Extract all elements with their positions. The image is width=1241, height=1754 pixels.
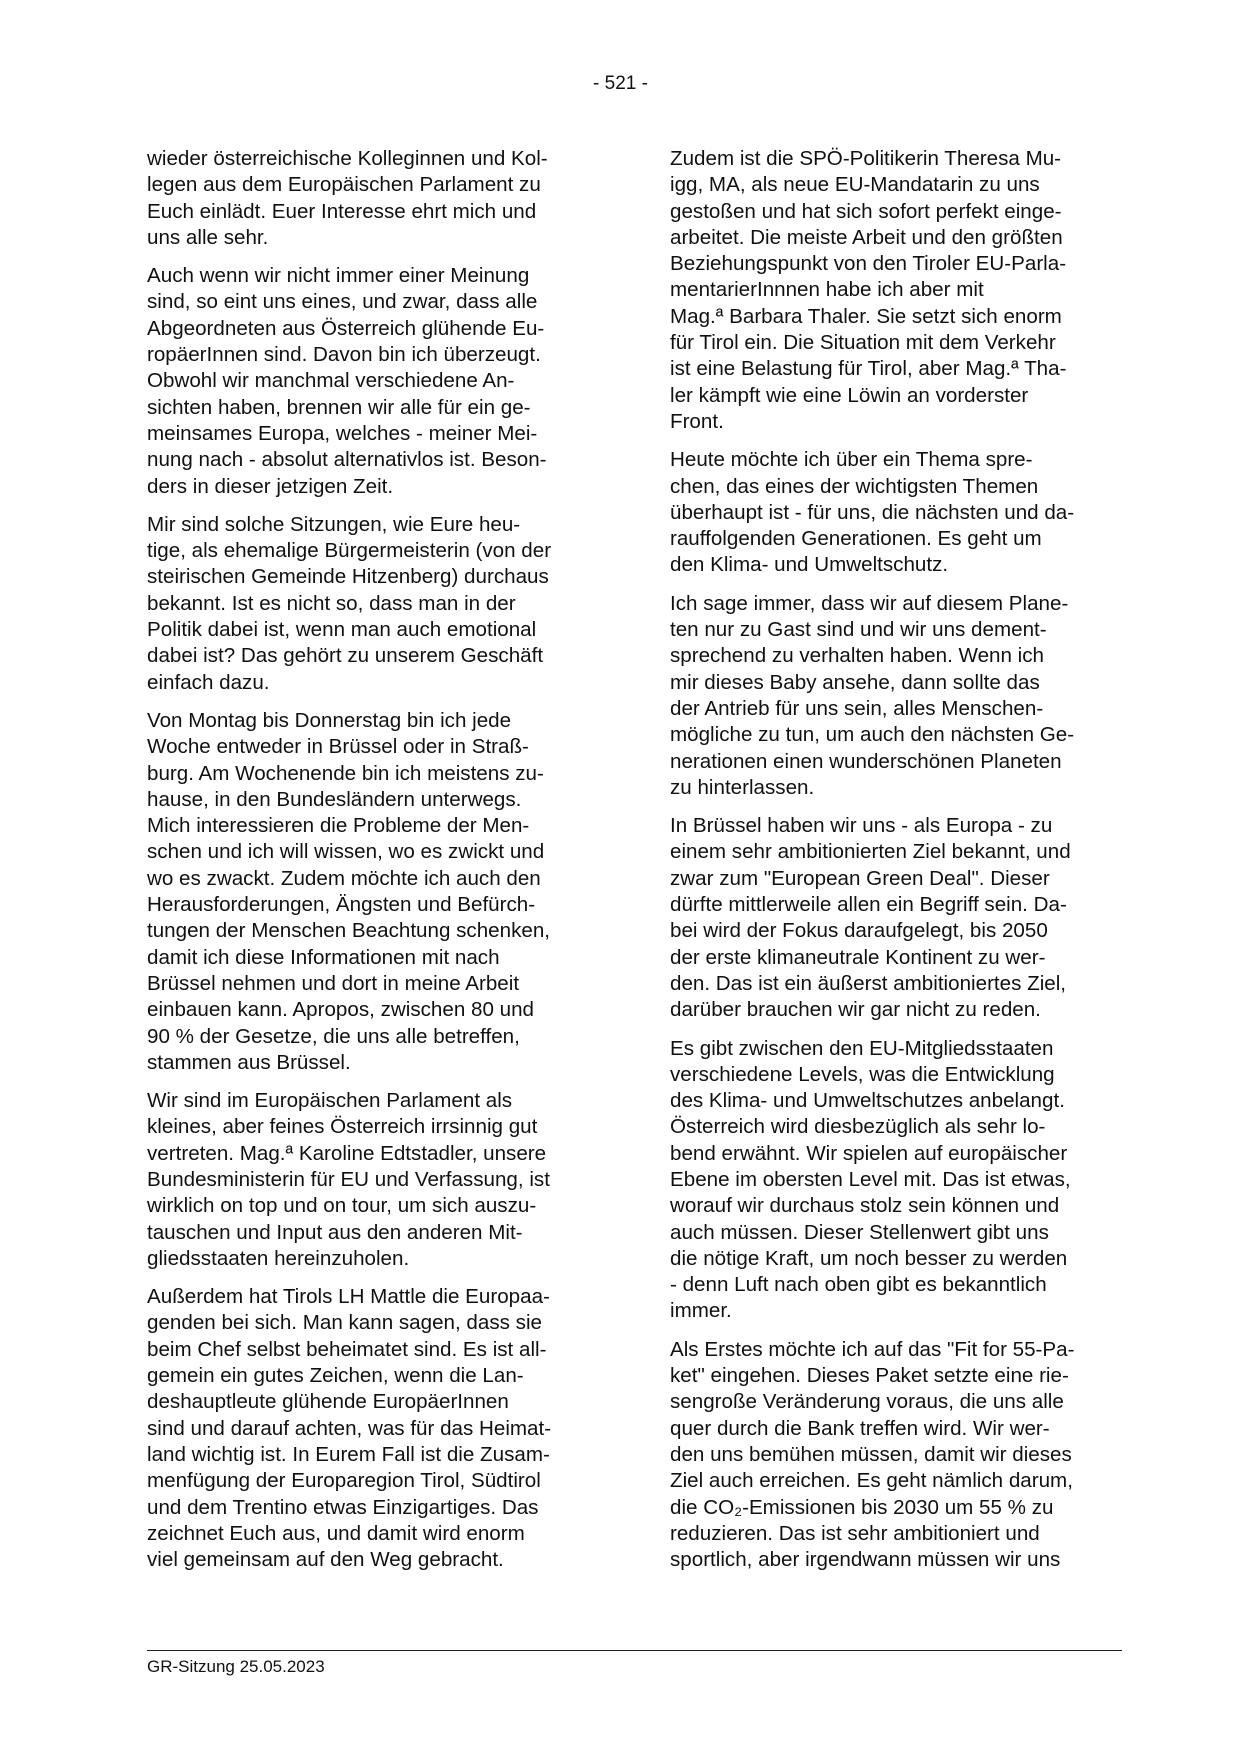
paragraph: Es gibt zwischen den EU-Mitgliedsstaaten verschiedene Levels, was die Entwicklung des Klima- und Umweltschutzes anbelangt. Österreich wird diesbezüglich als sehr lo- bend erwähnt. Wir spielen auf europäischer Ebene im obersten Level mit. Das ist etwas, worauf wir durchaus stolz sein können und auch müssen. Dieser Stellenwert gibt uns die nötige Kraft, um noch besser zu werden - denn Luft nach oben gibt es bekanntlich immer.: [670, 1036, 1071, 1323]
paragraph: wieder österreichische Kolleginnen und Kol- legen aus dem Europäischen Parlament zu Euch einlädt. Euer Interesse ehrt mich und uns alle sehr.: [147, 147, 548, 249]
paragraph: Zudem ist die SPÖ-Politikerin Theresa Mu- igg, MA, als neue EU-Mandatarin zu uns gestoßen und hat sich sofort perfekt einge- arbeitet. Die meiste Arbeit und den größten Beziehungspunkt von den Tiroler EU-Parla- mentarierInnnen habe ich aber mit Mag.ª Barbara Thaler. Sie setzt sich enorm für Tirol ein. Die Situation mit dem Verkehr ist eine Belastung für Tirol, aber Mag.ª Tha- ler kämpft wie eine Löwin an vorderster Front.: [670, 147, 1067, 433]
paragraph: In Brüssel haben wir uns - als Europa - zu einem sehr ambitionierten Ziel bekannt, und zwar zum "European Green Deal". Dieser dürfte mittlerweile allen ein Begriff sein. Da- bei wird der Fokus daraufgelegt, bis 2050 der erste klimaneutrale Kontinent zu wer- den. Das ist ein äußerst ambitioniertes Ziel, darüber brauchen wir gar nicht zu reden.: [670, 814, 1071, 1022]
right-column: [670, 146, 1110, 1585]
paragraph: Außerdem hat Tirols LH Mattle die Europaa- genden bei sich. Man kann sagen, dass sie beim Chef selbst beheimatet sind. Es ist all- gemein ein gutes Zeichen, wenn die Lan- deshauptleute glühende EuropäerInnen sind und darauf achten, was für das Heimat- land wichtig ist. In Eurem Fall ist die Zusam- menfügung der Europaregion Tirol, Südtirol und dem Trentino etwas Einzigartiges. Das zeichnet Euch aus, und damit wird enorm viel gemeinsam auf den Weg gebracht.: [147, 1285, 552, 1572]
page-number: - 521 -: [593, 73, 648, 94]
paragraph: Auch wenn wir nicht immer einer Meinung sind, so eint uns eines, und zwar, dass alle Abgeordneten aus Österreich glühende Eu- ropäerInnen sind. Davon bin ich überzeugt. Obwohl wir manchmal verschiedene An- sichten haben, brennen wir alle für ein ge- meinsames Europa, welches - meiner Mei- nung nach - absolut alternativlos ist. Beson- ders in dieser jetzigen Zeit.: [147, 264, 547, 498]
paragraph: Als Erstes möchte ich auf das "Fit for 55-Pa- ket" eingehen. Dieses Paket setzte eine rie- sengroße Veränderung voraus, die uns alle quer durch die Bank treffen wird. Wir wer- den uns bemühen müssen, damit wir dieses Ziel auch erreichen. Es geht nämlich darum, die CO₂-Emissionen bis 2030 um 55 % zu reduzieren. Das ist sehr ambitioniert und sportlich, aber irgendwann müssen wir uns: [670, 1337, 1075, 1572]
footer-session-date: GR-Sitzung 25.05.2023: [147, 1657, 325, 1676]
paragraph: Von Montag bis Donnerstag bin ich jede Woche entweder in Brüssel oder in Straß- burg. Am Wochenende bin ich meistens zu- hause, in den Bundesländern unterwegs. Mich interessieren die Probleme der Men- schen und ich will wissen, wo es zwickt und wo es zwackt. Zudem möchte ich auch den Herausforderungen, Ängsten und Befürch- tungen der Menschen Beachtung schenken, damit ich diese Informationen mit nach Brüssel nehmen und dort in meine Arbeit einbauen kann. Apropos, zwischen 80 und 90 % der Gesetze, die uns alle betreffen, stammen aus Brüssel.: [147, 708, 551, 1074]
paragraph: Mir sind solche Sitzungen, wie Eure heu- tige, als ehemalige Bürgermeisterin (von der steirischen Gemeinde Hitzenberg) durchaus bekannt. Ist es nicht so, dass man in der Politik dabei ist, wenn man auch emotional dabei ist? Das gehört zu unserem Geschäft einfach dazu.: [147, 512, 552, 694]
left-column: [147, 146, 587, 1585]
paragraph: Heute möchte ich über ein Thema spre- chen, das eines der wichtigsten Themen überhaupt ist - für uns, die nächsten und da- rauffolgenden Generationen. Es geht um den Klima- und Umweltschutz.: [670, 448, 1075, 577]
footer-divider: [147, 1650, 1122, 1651]
paragraph: Ich sage immer, dass wir auf diesem Plane- ten nur zu Gast sind und wir uns dement- sprechend zu verhalten haben. Wenn ich mir dieses Baby ansehe, dann sollte das der Antrieb für uns sein, alles Menschen- mögliche zu tun, um auch den nächsten Ge- nerationen einen wunderschönen Planeten zu hinterlassen.: [670, 591, 1075, 799]
paragraph: Wir sind im Europäischen Parlament als kleines, aber feines Österreich irrsinnig gut vertreten. Mag.ª Karoline Edtstadler, unsere Bundesministerin für EU und Verfassung, ist wirklich on top und on tour, um sich auszu- tauschen und Input aus den anderen Mit- gliedsstaaten hereinzuholen.: [147, 1089, 550, 1270]
